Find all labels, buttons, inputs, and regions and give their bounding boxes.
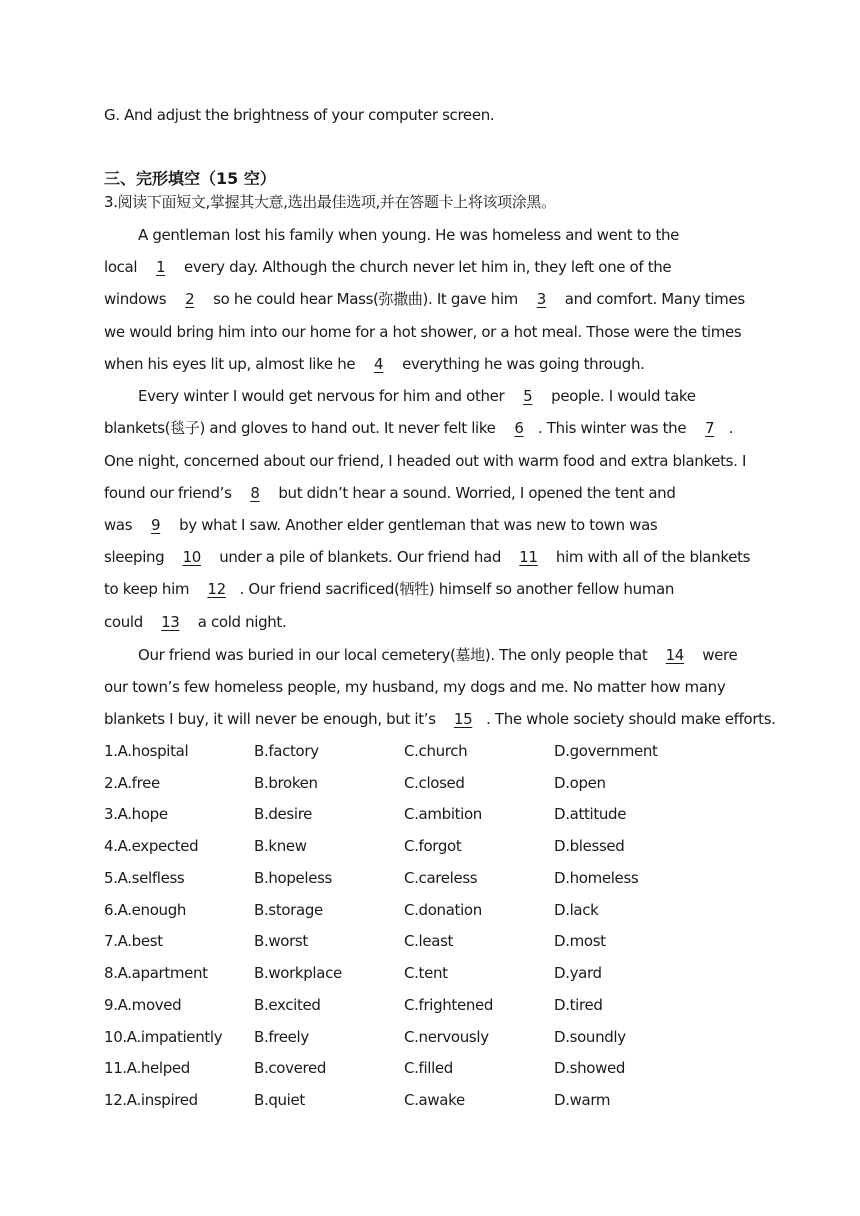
blank-15: 15 <box>453 710 473 728</box>
passage-line: found our friend’s 8 but didn’t hear a sound. Worried, I opened the tent and <box>104 484 676 502</box>
blank-11: 11 <box>519 548 538 566</box>
blank-7: 7 <box>705 419 715 437</box>
blank-3: 3 <box>536 290 546 308</box>
blank-4: 4 <box>374 355 384 373</box>
blank-12: 12 <box>207 580 226 598</box>
blank-5: 5 <box>523 387 533 405</box>
passage-line: A gentleman lost his family when young. He was homeless and went to the <box>138 226 680 244</box>
passage-line: when his eyes lit up, almost like he 4 everything he was going through. <box>104 355 645 373</box>
passage-line: could 13 a cold night. <box>104 613 287 631</box>
blank-6: 6 <box>514 419 524 437</box>
blank-2: 2 <box>185 290 195 308</box>
passage-line: our town’s few homeless people, my husband, my dogs and me. No matter how many <box>104 678 726 696</box>
blank-14: 14 <box>665 646 684 664</box>
passage-line: sleeping 10 under a pile of blankets. Our friend had 11 him with all of the blankets <box>104 548 751 566</box>
blank-13: 13 <box>161 613 180 631</box>
passage-line: windows 2 so he could hear Mass(弥撒曲). It gave him 3 and comfort. Many times <box>104 290 745 308</box>
passage-line: local 1 every day. Although the church never let him in, they left one of the <box>104 258 672 276</box>
blank-10: 10 <box>182 548 201 566</box>
passage-line: One night, concerned about our friend, I headed out with warm food and extra blankets. I <box>104 452 747 470</box>
section-title: 三、完形填空（15 空） <box>104 169 276 188</box>
passage-line: to keep him 12 . Our friend sacrificed(牺牲) himself so another fellow human <box>104 580 674 598</box>
blank-9: 9 <box>151 516 161 534</box>
instruction: 3.阅读下面短文,掌握其大意,选出最佳选项,并在答题卡上将该项涂黑。 <box>104 193 556 211</box>
passage-line: we would bring him into our home for a hot shower, or a hot meal. Those were the times <box>104 323 742 341</box>
blank-1: 1 <box>156 258 166 276</box>
passage-line: blankets I buy, it will never be enough, but it’s 15 . The whole society should make efforts. <box>104 710 776 728</box>
passage-line: Our friend was buried in our local cemetery(墓地). The only people that 14 were <box>138 646 738 664</box>
passage-line: Every winter I would get nervous for him and other 5 people. I would take <box>138 387 696 405</box>
passage-line: was 9 by what I saw. Another elder gentleman that was new to town was <box>104 516 658 534</box>
blank-8: 8 <box>250 484 260 502</box>
passage-line: blankets(毯子) and gloves to hand out. It never felt like 6 . This winter was the 7 . <box>104 419 734 437</box>
intro-line: G. And adjust the brightness of your computer screen. <box>104 106 495 124</box>
